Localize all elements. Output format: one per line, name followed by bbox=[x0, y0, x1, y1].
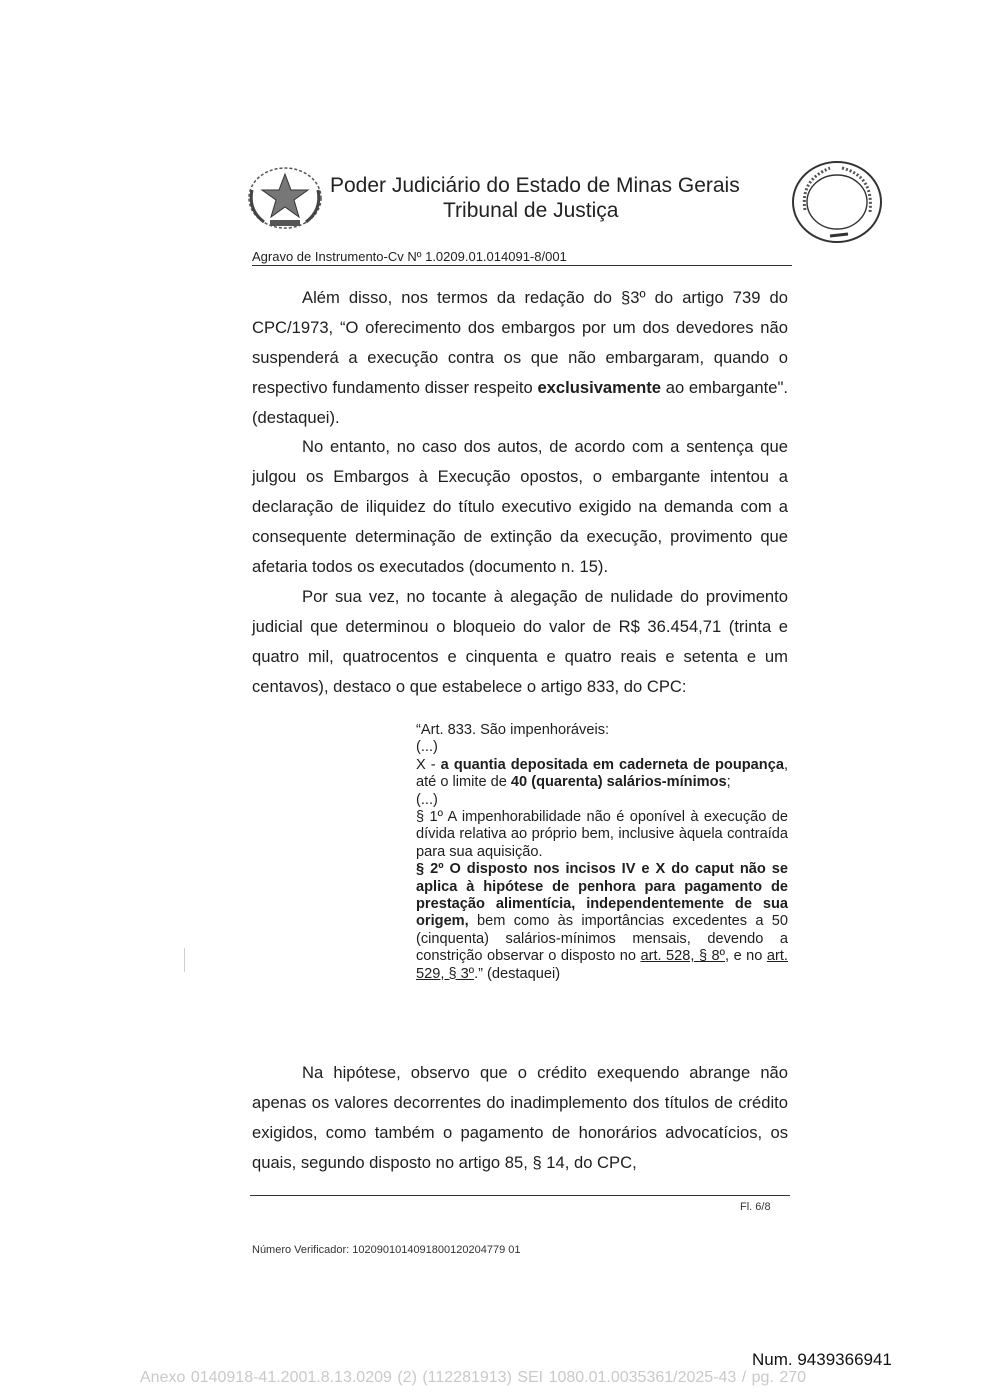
citation-item-x-text: , até o limite de bbox=[416, 756, 788, 791]
citation-paragraph-2-end: .” (destaquei) bbox=[474, 965, 561, 982]
citation-item-x-limit: 40 (quarenta) salários-mínimos bbox=[510, 774, 727, 791]
paragraph-1 bbox=[252, 283, 788, 433]
citation-ellipsis: (...) bbox=[416, 791, 438, 808]
citation-paragraph-2-joiner: , e no bbox=[725, 948, 767, 965]
citation-paragraph-1: § 1º A impenhorabilidade não é oponível à execução de dívida relativa ao próprio bem, inclusive àquela contraída para sua aquisição. bbox=[416, 809, 788, 860]
paragraph-3 bbox=[252, 582, 788, 702]
paragraph-2 bbox=[252, 432, 788, 582]
paragraph-4 bbox=[252, 1058, 788, 1178]
citation-item-x-bold: a quantia depositada em caderneta de poupança bbox=[440, 756, 784, 773]
verification-number: Número Verificador: 1020901014091800120204779 01 bbox=[252, 1244, 521, 1256]
court-subtitle: Tribunal de Justiça bbox=[443, 199, 619, 222]
coat-of-arms-emblem bbox=[244, 160, 326, 232]
footer-divider bbox=[250, 1195, 790, 1196]
paragraph-1-text: Além disso, nos termos da redação do §3º do artigo 739 do CPC/1973, “O oferecimento dos embargos por um dos devedores não suspenderá a execução contra os que não embargaram, quando o respectivo fundamento disser respeito bbox=[252, 288, 788, 397]
document-number: Num. 9439366941 bbox=[752, 1350, 892, 1369]
paragraph-1-bold: exclusivamente bbox=[537, 378, 662, 397]
legal-citation-block bbox=[416, 722, 788, 983]
case-reference: Agravo de Instrumento-Cv Nº 1.0209.01.014091-8/001 bbox=[252, 249, 567, 264]
citation-item-x-end: ; bbox=[726, 774, 731, 791]
citation-article-heading: “Art. 833. São impenhoráveis: bbox=[416, 722, 610, 738]
header-divider bbox=[252, 265, 792, 266]
citation-paragraph-2-bold: § 2º O disposto nos incisos IV e X do caput não se aplica à hipótese de penhora para pagamento de prestação alimentícia, independentemente de sua origem, bbox=[416, 861, 788, 930]
paragraph-2-text: No entanto, no caso dos autos, de acordo com a sentença que julgou os Embargos à Execução opostos, o embargante intentou a declaração de iliquidez do título executivo exigido na demanda com a consequente determinação de extinção da execução, provimento que afetaria todos os executados (documento n. 15). bbox=[252, 437, 788, 576]
page-folio: Fl. 6/8 bbox=[740, 1201, 771, 1213]
annex-watermark: Anexo 0140918-41.2001.8.13.0209 (2) (112281913) SEI 1080.01.0035361/2025-43 / pg. 270 bbox=[140, 1369, 807, 1386]
citation-reference-link[interactable]: art. 528, § 8º bbox=[640, 948, 726, 965]
paragraph-1-text-end: ao embargante". (destaquei). bbox=[252, 378, 788, 427]
citation-ellipsis: (...) bbox=[416, 739, 438, 756]
court-name: Poder Judiciário do Estado de Minas Gerais bbox=[330, 174, 740, 197]
citation-paragraph-2-text: bem como às importâncias excedentes a 50 (cinquenta) salários-mínimos mensais, devendo a constrição observar o disposto no bbox=[416, 913, 788, 965]
paragraph-4-text: Na hipótese, observo que o crédito exequendo abrange não apenas os valores decorrentes do inadimplemento dos títulos de crédito exigidos, como também o pagamento de honorários advocatícios, os quais, segundo disposto no artigo 85, § 14, do CPC, bbox=[252, 1063, 788, 1172]
court-seal-stamp bbox=[790, 160, 884, 244]
citation-item-x-prefix: X - bbox=[416, 756, 441, 773]
margin-mark bbox=[184, 948, 185, 972]
citation-item-x bbox=[416, 757, 788, 792]
citation-reference-link[interactable]: art. 529, § 3º bbox=[416, 948, 788, 982]
paragraph-3-text: Por sua vez, no tocante à alegação de nulidade do provimento judicial que determinou o bloqueio do valor de R$ 36.454,71 (trinta e quatro mil, quatrocentos e cinquenta e quatro reais e setenta e um centavos), destaco o que estabelece o artigo 833, do CPC: bbox=[252, 587, 788, 696]
citation-paragraph-2 bbox=[416, 861, 788, 983]
